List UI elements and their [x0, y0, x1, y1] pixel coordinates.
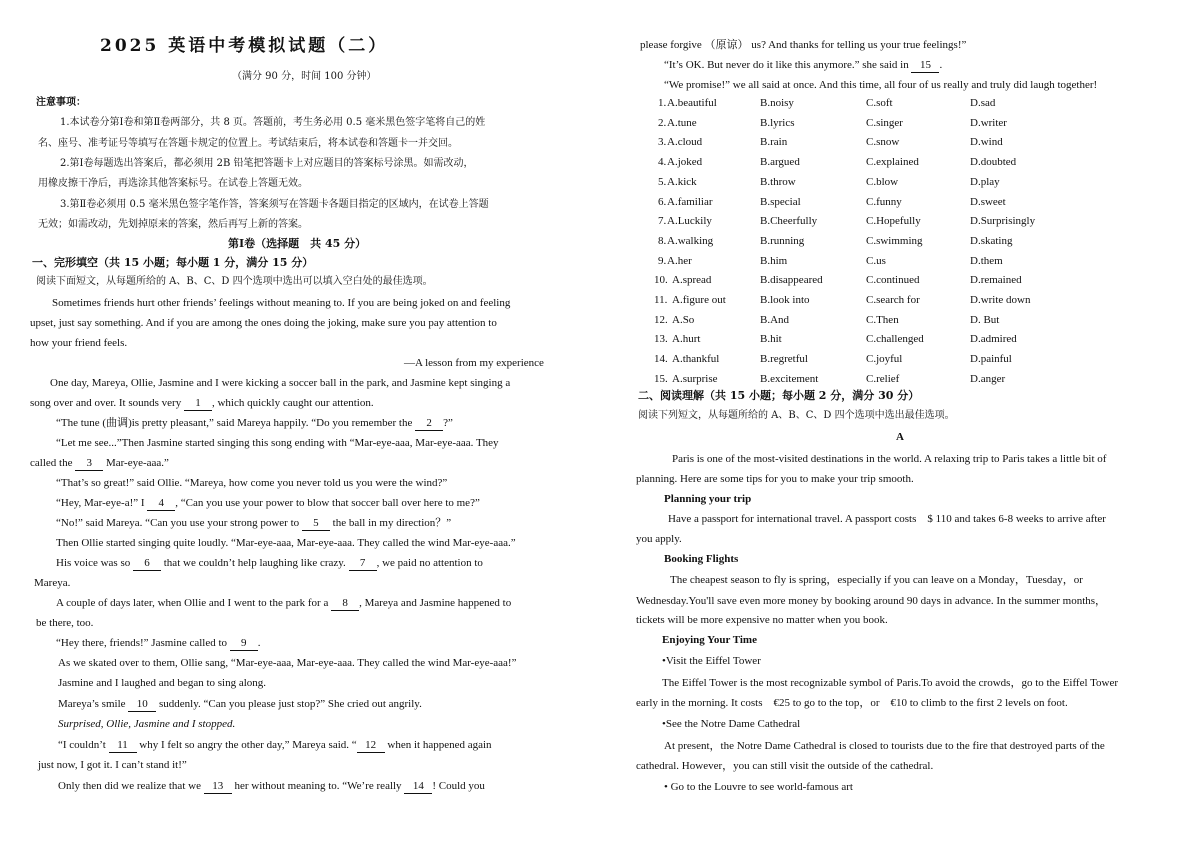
- passage-line: Paris is one of the most-visited destinations in the world. A relaxing trip to Paris takes a little bit of: [672, 453, 1107, 465]
- passage-bullet: • Go to the Louvre to see world-famous art: [664, 781, 853, 793]
- cloze-line: be there, too.: [36, 617, 94, 629]
- passage-label: A: [896, 431, 904, 443]
- passage-heading: Enjoying Your Time: [662, 634, 757, 646]
- option-c: C.relief: [866, 372, 900, 385]
- option-b: B.lyrics: [760, 116, 795, 129]
- section2-heading: 二、阅读理解（共 15 小题；每小题 2 分，满分 30 分）: [638, 389, 920, 402]
- blank-10: 10: [128, 697, 156, 712]
- option-c: C.funny: [866, 195, 902, 208]
- passage-line: early in the morning. It costs €25 to go to the top，or €10 to climb to the first 2 levels on foot.: [636, 697, 1068, 709]
- cloze-line: called the 3 Mar-eye-aaa.”: [30, 457, 169, 469]
- option-c: C.joyful: [866, 353, 903, 366]
- option-number: 8.: [658, 234, 667, 247]
- option-b: B.running: [760, 234, 805, 247]
- option-a: A.figure out: [672, 294, 726, 306]
- exam-title: 2025 英语中考模拟试题（二）: [100, 36, 389, 56]
- option-b: B.rain: [760, 136, 788, 149]
- cloze-line: just now, I got it. I can’t stand it!”: [38, 759, 187, 771]
- passage-line: planning. Here are some tips for you to make your trip smooth.: [636, 473, 914, 485]
- option-c: C.challenged: [866, 333, 924, 346]
- option-a: A.spread: [672, 274, 712, 287]
- blank-1: 1: [184, 396, 212, 411]
- passage-line: The Eiffel Tower is the most recognizable symbol of Paris.To avoid the crowds，go to the Eiffel Tower: [662, 677, 1119, 689]
- option-b: B.throw: [760, 175, 796, 188]
- option-number: 2.: [658, 116, 667, 129]
- cloze-line: Jasmine and I laughed and began to sing along.: [58, 677, 267, 689]
- blank-14: 14: [404, 779, 432, 794]
- cloze-line: As we skated over to them, Ollie sang, “Mar-eye-aaa, Mar-eye-aaa. They called the wind Mar-eye-aaa!”: [58, 657, 517, 669]
- option-d: D.skating: [970, 234, 1013, 247]
- option-d: D.admired: [970, 333, 1017, 346]
- option-d: D.remained: [970, 274, 1022, 287]
- cloze-source: —A lesson from my experience: [404, 357, 544, 369]
- option-c: C.Then: [866, 313, 899, 326]
- option-d: D.play: [970, 175, 1000, 188]
- option-a: A.familiar: [667, 195, 713, 208]
- cloze-intro-line: upset, just say something. And if you are among the ones doing the joking, make sure you pay attention to: [30, 317, 497, 329]
- blank-4: 4: [147, 496, 175, 511]
- note-line-3: 2.第Ⅰ卷每题选出答案后，都必须用 2B 铅笔把答题卡上对应题目的答案标号涂黑。如需改动，: [60, 158, 474, 169]
- passage-line: tickets will be more expensive no matter when you book.: [636, 614, 888, 626]
- option-d: D.writer: [970, 116, 1007, 129]
- option-number: 9.: [658, 254, 667, 267]
- blank-13: 13: [204, 779, 232, 794]
- option-d: D.sad: [970, 97, 996, 109]
- cloze-line: Only then did we realize that we 13 her without meaning to. “We’re really 14 ! Could you: [58, 780, 485, 792]
- option-c: C.snow: [866, 136, 900, 149]
- option-a: A.surprise: [672, 372, 718, 385]
- passage-line: At present，the Notre Dame Cathedral is closed to tourists due to the fire that destroyed parts of the: [664, 740, 1105, 752]
- blank-5: 5: [302, 516, 330, 531]
- blank-8: 8: [331, 596, 359, 611]
- option-b: B.special: [760, 195, 801, 208]
- blank-3: 3: [75, 456, 103, 471]
- option-number: 14.: [654, 353, 668, 366]
- option-d: D.them: [970, 254, 1003, 267]
- option-number: 6.: [658, 195, 667, 208]
- option-c: C.explained: [866, 156, 919, 169]
- option-d: D.anger: [970, 372, 1006, 385]
- passage-heading: Booking Flights: [664, 553, 739, 565]
- option-number: 5.: [658, 175, 667, 188]
- option-c: C.swimming: [866, 234, 923, 247]
- passage-line: Wednesday.You'll save even more money by booking around 90 days in advance. In the summer months，: [636, 595, 1107, 607]
- option-a: A.thankful: [672, 353, 720, 366]
- blank-6: 6: [133, 556, 161, 571]
- right-page: [600, 0, 1200, 847]
- cloze-line: Then Ollie started singing quite loudly. “Mar-eye-aaa, Mar-eye-aaa. They called the wind Mar-eye-aaa.”: [56, 537, 516, 549]
- option-c: C.continued: [866, 274, 920, 287]
- option-d: D. But: [970, 313, 1000, 326]
- option-d: D.wind: [970, 136, 1003, 149]
- option-a: A.walking: [667, 234, 714, 247]
- option-number: 11.: [654, 294, 668, 306]
- option-number: 7.: [658, 215, 667, 228]
- option-d: D.Surprisingly: [970, 215, 1036, 228]
- option-number: 13.: [654, 333, 668, 346]
- option-number: 4.: [658, 156, 667, 169]
- option-b: B.disappeared: [760, 274, 823, 287]
- note-line-2: 名、座号、准考证号等填写在答题卡规定的位置上。考试结束后，将本试卷和答题卡一并交回。: [38, 138, 458, 149]
- option-b: B.And: [760, 313, 790, 326]
- option-a: A.her: [667, 254, 692, 267]
- option-b: B.Cheerfully: [760, 215, 818, 228]
- option-c: C.search for: [866, 294, 920, 306]
- option-number: 15.: [654, 372, 668, 385]
- exam-subtitle: （满分 90 分，时间 100 分钟）: [232, 71, 377, 82]
- passage-bullet: •See the Notre Dame Cathedral: [662, 718, 801, 730]
- blank-2: 2: [415, 416, 443, 431]
- passage-line: The cheapest season to fly is spring，especially if you can leave on a Monday，Tuesday，or: [670, 574, 1083, 586]
- option-b: B.excitement: [760, 372, 819, 385]
- cloze-line: “That’s so great!” said Ollie. “Mareya, how come you never told us you were the wind?”: [56, 477, 448, 489]
- option-d: D.painful: [970, 353, 1012, 366]
- cloze-line: “It’s OK. But never do it like this anymore.” she said in 15 .: [664, 59, 943, 71]
- cloze-line: “The tune (曲调)is pretty pleasant,” said Mareya happily. “Do you remember the 2 ?”: [56, 417, 453, 429]
- blank-7: 7: [349, 556, 377, 571]
- note-line-5: 3.第Ⅱ卷必须用 0.5 毫米黑色签字笔作答，答案须写在答题卡各题目指定的区域内，在试卷上答题: [60, 199, 489, 210]
- option-c: C.us: [866, 254, 886, 267]
- option-a: A.hurt: [672, 333, 701, 346]
- cloze-line: “No!” said Mareya. “Can you use your strong power to 5 the ball in my direction？”: [56, 517, 452, 529]
- cloze-intro-line: Sometimes friends hurt other friends’ feelings without meaning to. If you are being joked on and feeling: [52, 297, 511, 309]
- blank-9: 9: [230, 636, 258, 651]
- passage-bullet: •Visit the Eiffel Tower: [662, 655, 761, 667]
- option-a: A.tune: [667, 116, 697, 129]
- blank-12: 12: [357, 738, 385, 753]
- option-b: B.noisy: [760, 97, 794, 109]
- option-number: 3.: [658, 136, 667, 149]
- cloze-line: “Hey, Mar-eye-a!” I 4 , “Can you use your power to blow that soccer ball over here to me?”: [56, 497, 480, 509]
- cloze-line: please forgive （原谅） us? And thanks for telling us your true feelings!”: [640, 39, 967, 51]
- option-c: C.blow: [866, 175, 899, 188]
- section1-instruction: 阅读下面短文，从每题所给的 A、B、C、D 四个选项中选出可以填入空白处的最佳选项。: [36, 276, 433, 287]
- section1-heading: 一、完形填空（共 15 小题；每小题 1 分，满分 15 分）: [32, 256, 314, 269]
- passage-line: you apply.: [636, 533, 682, 545]
- cloze-line: A couple of days later, when Ollie and I went to the park for a 8 , Mareya and Jasmine happened to: [56, 597, 512, 609]
- option-c: C.singer: [866, 116, 903, 129]
- option-b: B.hit: [760, 333, 782, 346]
- option-b: B.argued: [760, 156, 800, 169]
- option-number: 12.: [654, 313, 668, 326]
- note-line-6: 无效；如需改动，先划掉原来的答案，然后再写上新的答案。: [38, 219, 308, 230]
- option-a: A.kick: [667, 175, 697, 188]
- option-b: B.regretful: [760, 353, 808, 366]
- note-line-1: 1.本试卷分第Ⅰ卷和第Ⅱ卷两部分，共 8 页。答题前，考生务必用 0.5 毫米黑色签字笔将自己的姓: [60, 117, 486, 128]
- option-a: A.So: [672, 313, 695, 326]
- option-a: A.joked: [667, 156, 703, 169]
- cloze-line: “We promise!” we all said at once. And this time, all four of us really and truly did laugh together!: [664, 79, 1098, 91]
- option-a: A.Luckily: [667, 215, 712, 228]
- cloze-line: His voice was so 6 that we couldn’t help laughing like crazy. 7 , we paid no attention to: [56, 557, 483, 569]
- part1-heading: 第Ⅰ卷（选择题 共 45 分）: [228, 237, 367, 250]
- notes-heading: 注意事项：: [36, 97, 86, 108]
- option-c: C.Hopefully: [866, 215, 921, 228]
- cloze-line: One day, Mareya, Ollie, Jasmine and I were kicking a soccer ball in the park, and Jasmine kept singing a: [50, 377, 511, 389]
- cloze-intro-line: how your friend feels.: [30, 337, 128, 349]
- option-number: 10.: [654, 274, 668, 287]
- cloze-line: Mareya.: [34, 577, 71, 589]
- cloze-line: “Hey there, friends!” Jasmine called to 9 .: [56, 637, 261, 649]
- cloze-line: Mareya’s smile 10 suddenly. “Can you please just stop?” She cried out angrily.: [58, 698, 422, 710]
- passage-line: Have a passport for international travel. A passport costs $ 110 and takes 6-8 weeks to arrive after: [668, 513, 1106, 525]
- option-a: A.cloud: [667, 136, 703, 149]
- option-a: A.beautiful: [667, 97, 717, 109]
- cloze-line: Surprised, Ollie, Jasmine and I stopped.: [58, 718, 236, 730]
- option-d: D.write down: [970, 294, 1031, 306]
- option-b: B.him: [760, 254, 788, 267]
- cloze-line: “Let me see...”Then Jasmine started singing this song ending with “Mar-eye-aaa, Mar-eye-aaa. They: [56, 437, 499, 449]
- option-b: B.look into: [760, 294, 810, 306]
- blank-15: 15: [911, 58, 939, 73]
- cloze-line: song over and over. It sounds very 1 , which quickly caught our attention.: [30, 397, 374, 409]
- option-d: D.doubted: [970, 156, 1017, 169]
- section2-instruction: 阅读下列短文，从每题所给的 A、B、C、D 四个选项中选出最佳选项。: [638, 410, 955, 421]
- passage-line: cathedral. However，you can still visit the outside of the cathedral.: [636, 760, 934, 772]
- passage-heading: Planning your trip: [664, 493, 752, 505]
- cloze-line: “I couldn’t 11 why I felt so angry the other day,” Mareya said. “ 12 when it happened again: [58, 739, 492, 751]
- note-line-4: 用橡皮擦干净后，再选涂其他答案标号。在试卷上答题无效。: [38, 178, 308, 189]
- blank-11: 11: [109, 738, 137, 753]
- option-d: D.sweet: [970, 195, 1006, 208]
- option-number: 1.: [658, 97, 667, 109]
- option-c: C.soft: [866, 97, 893, 109]
